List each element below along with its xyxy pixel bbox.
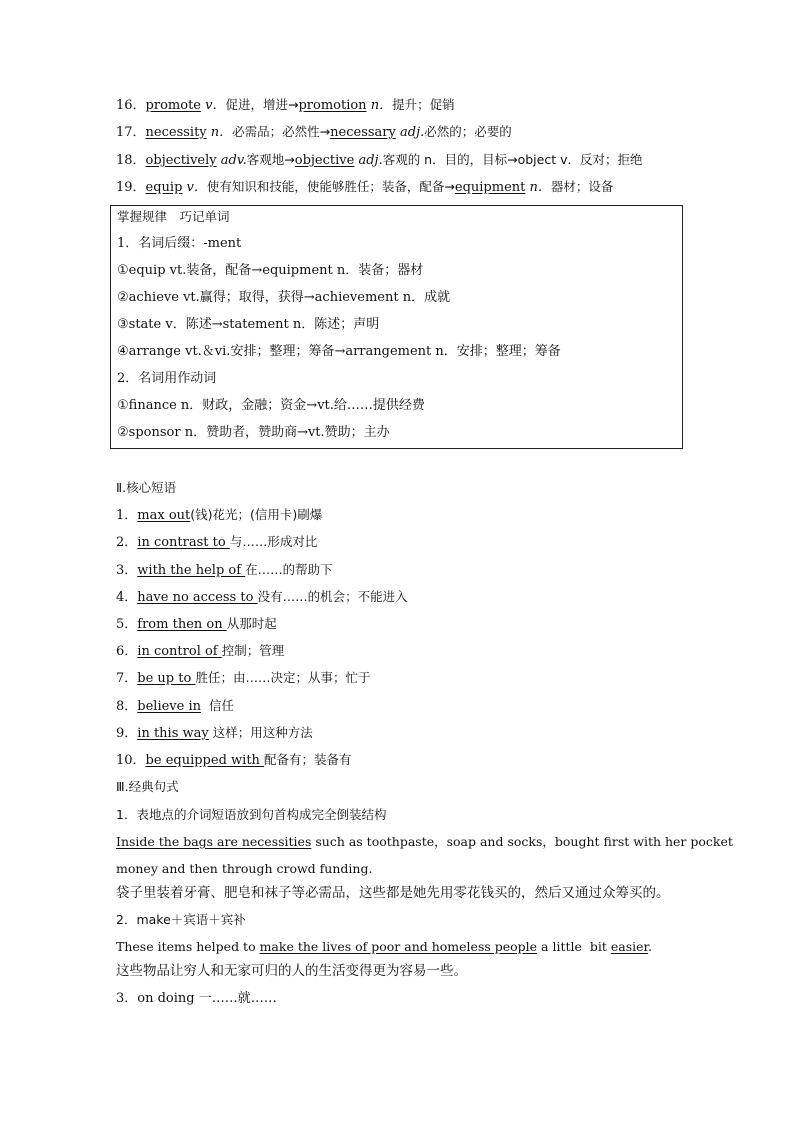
rules-item: ①finance n．财政，金融；资金→vt.给……提供经费 — [117, 398, 425, 413]
rules-item: ①equip vt.装备，配备→equipment n．装备；器材 — [117, 263, 424, 278]
part-of-speech: adj. — [354, 153, 383, 168]
example-sentence-cn: 这些物品让穷人和无家可归的人的生活变得更为容易一些。 — [116, 963, 467, 979]
phrase-en: in control of — [137, 644, 222, 659]
vocab-item-17 — [116, 123, 512, 142]
part-of-speech: adv. — [216, 153, 247, 168]
vocab-word: promote — [145, 98, 201, 113]
vocab-derived-word: necessary — [330, 125, 396, 140]
phrase-item — [116, 588, 408, 607]
phrase-item — [116, 697, 234, 716]
phrase-en: in contrast to — [137, 535, 230, 550]
phrase-en: in this way — [137, 726, 209, 741]
item-number: 10． — [116, 753, 146, 768]
item-number: 8． — [116, 699, 138, 714]
sentence-text: such as toothpaste，soap and socks，bought first with her pocket — [311, 834, 733, 849]
vocab-derived-word: objective — [294, 153, 355, 168]
item-number: 9． — [116, 726, 138, 741]
sentence-text: These items helped to — [116, 939, 260, 954]
phrase-cn: 这样；用这种方法 — [208, 725, 313, 740]
phrase-en: from then on — [137, 617, 227, 632]
vocab-meaning: 必需品；必然性→ — [232, 124, 331, 139]
item-number: 4． — [116, 590, 138, 605]
phrase-item — [116, 506, 322, 525]
phrase-cn: 与……形成对比 — [229, 534, 318, 549]
rules-item: ④arrange vt.＆vi.安排；整理；筹备→arrangement n．安排；整理；筹备 — [117, 344, 561, 359]
vocab-derived-word: equipment — [454, 180, 526, 195]
sentence-text: a little bit — [537, 939, 611, 954]
example-sentence-cn: 袋子里装着牙膏、肥皂和袜子等必需品，这些都是她先用零花钱买的，然后又通过众筹买的。 — [116, 885, 670, 901]
vocab-item-18 — [116, 151, 642, 170]
highlighted-structure: easier — [610, 939, 649, 954]
item-number: 18． — [116, 153, 146, 168]
word-rules-box — [110, 205, 683, 449]
phrase-en: max out — [137, 508, 191, 523]
phrase-item — [116, 642, 284, 661]
example-sentence-en — [116, 938, 652, 956]
item-number: 1． — [116, 508, 138, 523]
phrase-item — [116, 751, 352, 770]
section-heading-sentences: Ⅲ.经典句式 — [116, 779, 179, 794]
highlighted-structure: Inside the bags are necessities — [116, 834, 312, 849]
item-number: 3． — [116, 563, 138, 578]
phrase-cn: (钱)花光；(信用卡)刷爆 — [190, 507, 323, 522]
vocab-item-16 — [116, 96, 455, 115]
phrase-cn: 配备有；装备有 — [264, 752, 352, 767]
phrase-cn: 没有……的机会；不能进入 — [257, 589, 408, 604]
rules-item: 1．名词后缀：-ment — [117, 236, 242, 251]
part-of-speech: n． — [525, 180, 551, 195]
sentence-text: . — [648, 939, 653, 954]
rules-item: ②achieve vt.赢得；取得，获得→achievement n．成就 — [117, 290, 451, 305]
vocab-meaning: 使有知识和技能，使能够胜任；装备，配备→ — [206, 179, 455, 194]
example-sentence-en-cont: money and then through crowd funding. — [116, 861, 373, 876]
phrase-item — [116, 724, 313, 743]
rules-item: 2．名词用作动词 — [117, 371, 217, 386]
phrase-cn: 信任 — [201, 698, 234, 713]
pattern-title: 1．表地点的介词短语放到句首构成完全倒装结构 — [116, 807, 387, 822]
item-number: 19． — [116, 180, 146, 195]
part-of-speech: v． — [200, 98, 226, 113]
vocab-word: objectively — [145, 153, 217, 168]
vocab-meaning: 必然的；必要的 — [424, 124, 512, 139]
part-of-speech: n． — [366, 98, 393, 113]
vocab-word: necessity — [145, 125, 207, 140]
phrase-item — [116, 615, 277, 634]
phrase-item — [116, 669, 370, 688]
rules-box-title: 掌握规律 巧记单词 — [117, 209, 230, 224]
vocab-meaning: 器材；设备 — [550, 179, 614, 194]
phrase-en: with the help of — [137, 563, 246, 578]
part-of-speech: adj. — [395, 125, 425, 140]
example-sentence-en — [116, 833, 733, 851]
phrase-item — [116, 533, 317, 552]
vocab-derived-word: promotion — [298, 98, 367, 113]
phrase-item — [116, 561, 333, 580]
vocab-word: equip — [145, 180, 183, 195]
section-heading-phrases: Ⅱ.核心短语 — [116, 480, 177, 495]
item-number: 5． — [116, 617, 138, 632]
phrase-en: be up to — [137, 671, 196, 686]
item-number: 17． — [116, 125, 146, 140]
phrase-cn: 控制；管理 — [221, 643, 285, 658]
item-number: 7． — [116, 671, 138, 686]
phrase-en: believe in — [137, 699, 202, 714]
rules-item: ②sponsor n．赞助者，赞助商→vt.赞助；主办 — [117, 425, 390, 440]
phrase-cn: 胜任；由……决定；从事；忙于 — [195, 670, 371, 685]
vocab-meaning: 客观地→ — [246, 152, 295, 167]
phrase-cn: 从那时起 — [226, 616, 277, 631]
phrase-en: be equipped with — [145, 753, 265, 768]
item-number: 2． — [116, 535, 138, 550]
vocab-meaning: 客观的 n．目的，目标→object v．反对；拒绝 — [382, 152, 643, 167]
phrase-cn: 在……的帮助下 — [245, 562, 333, 577]
vocab-meaning: 提升；促销 — [392, 97, 455, 112]
rules-item: ③state v．陈述→statement n．陈述；声明 — [117, 317, 380, 332]
part-of-speech: v． — [182, 180, 207, 195]
phrase-en: have no access to — [137, 590, 258, 605]
pattern-title: 2．make＋宾语＋宾补 — [116, 912, 246, 927]
vocab-meaning: 促进，增进→ — [225, 97, 299, 112]
item-number: 16． — [116, 98, 146, 113]
pattern-title: 3．on doing 一……就…… — [116, 991, 277, 1006]
item-number: 6． — [116, 644, 138, 659]
vocab-item-19 — [116, 178, 613, 197]
part-of-speech: n． — [206, 125, 233, 140]
highlighted-structure: make the lives of poor and homeless people — [259, 939, 538, 954]
